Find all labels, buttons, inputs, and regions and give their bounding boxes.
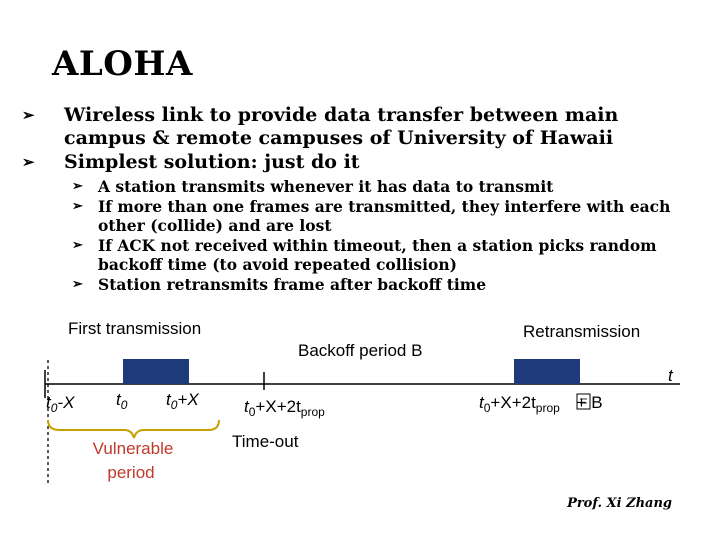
tick-label-t0-plus-x: $t_0+X$ [166, 390, 199, 412]
arrow-bullet-icon: ➢ [72, 277, 83, 292]
aloha-timing-diagram [0, 300, 720, 510]
sub-bullet-item [72, 236, 692, 274]
tick-label-retransmit: $t_0+X+2t_{prop} + B$ [479, 393, 603, 415]
retransmission-label: Retransmission [523, 322, 641, 341]
author-footer: Prof. Xi Zhang [567, 496, 672, 511]
sub-bullet-item [72, 275, 692, 294]
sub-bullet-text: Station retransmits frame after backoff time [98, 275, 487, 294]
sub-bullet-item [72, 197, 692, 235]
vulnerable-label-line2: period [107, 463, 155, 482]
bullet-text: Simplest solution: just do it [64, 151, 360, 173]
first-frame-block [123, 359, 189, 384]
tick-label-timeout: $t_0+X+2t_{prop}$ [244, 397, 325, 419]
bullet-item [22, 151, 702, 174]
first-transmission-label: First transmission [68, 319, 202, 338]
sub-bullet-list [72, 177, 692, 295]
tick-label-t0-minus-x: $t_0-X$ [46, 393, 75, 415]
vulnerable-label-line1: Vulnerable [92, 439, 174, 458]
slide-title: ALOHA [52, 44, 193, 84]
arrow-bullet-icon: ➢ [72, 238, 83, 253]
bullet-item [22, 104, 702, 150]
timeout-label: Time-out [232, 432, 299, 451]
main-bullet-list [22, 104, 702, 175]
backoff-period-label: Backoff period B [298, 341, 423, 360]
sub-bullet-text: If more than one frames are transmitted, they interfere with each other (collide) and are lost [98, 197, 671, 235]
sub-bullet-text: A station transmits whenever it has data to transmit [98, 177, 554, 196]
tick-label-t0: $t_0$ [116, 390, 128, 412]
bullet-text: Wireless link to provide data transfer between main campus & remote campuses of University of Hawaii [64, 104, 619, 149]
vulnerable-brace [48, 420, 219, 438]
arrow-bullet-icon: ➢ [72, 179, 83, 194]
arrow-bullet-icon: ➢ [72, 199, 83, 214]
sub-bullet-text: If ACK not received within timeout, then a station picks random backoff time (to avoid repeated collision) [98, 236, 657, 274]
sub-bullet-item [72, 177, 692, 196]
arrow-bullet-icon: ➢ [22, 153, 35, 171]
axis-label-t: t [668, 366, 673, 385]
retransmit-frame-block [514, 359, 580, 384]
arrow-bullet-icon: ➢ [22, 106, 35, 124]
